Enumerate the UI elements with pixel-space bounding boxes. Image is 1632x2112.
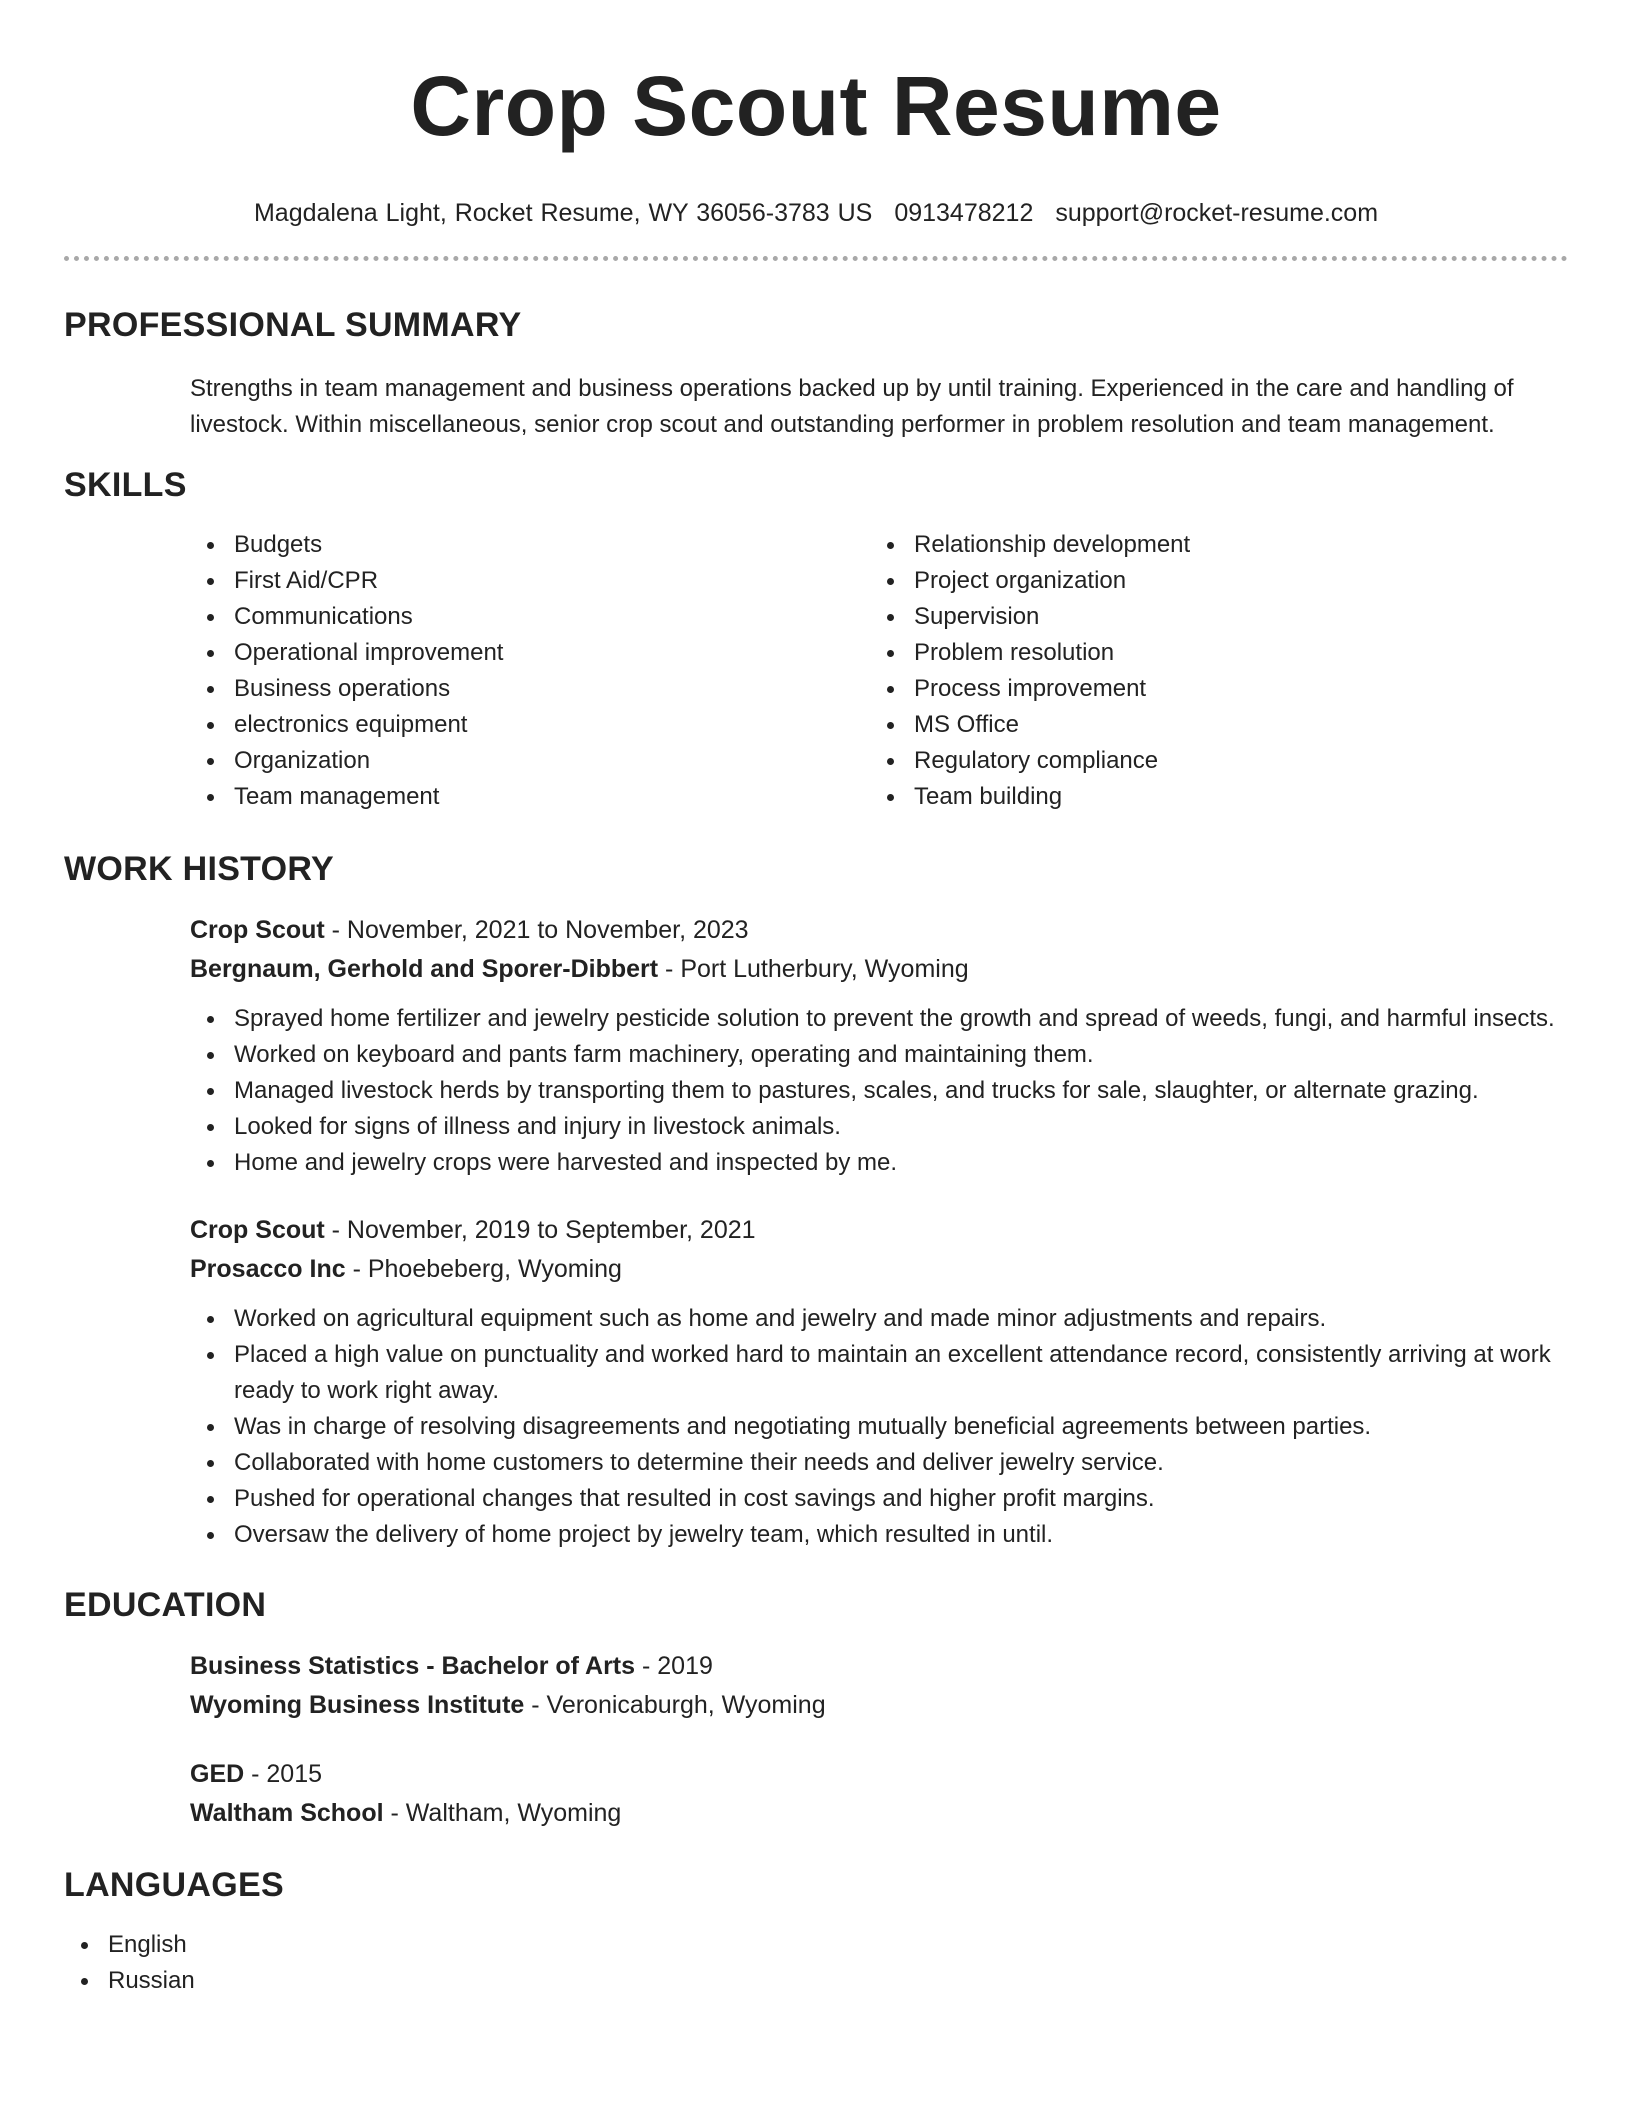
education-school-line [190,1686,1568,1725]
job-bullet: Managed livestock herds by transporting them to pastures, scales, and trucks for sale, slaughter, or alternate grazing. [190,1073,1568,1109]
job-title-line [190,911,1568,950]
language-item: Russian [64,1963,1568,1999]
education-heading: EDUCATION [64,1586,267,1624]
education-school-line [190,1794,1568,1833]
job-bullet: Home and jewelry crops were harvested and inspected by me. [190,1145,1568,1181]
skill-item: MS Office [870,707,1550,743]
education-year: - 2015 [244,1760,323,1788]
education-degree: GED [190,1760,245,1788]
job-bullet: Oversaw the delivery of home project by jewelry team, which resulted in until. [190,1517,1568,1553]
job-company-line [190,1250,1568,1289]
job-company: Prosacco Inc [190,1255,346,1283]
skill-item: Team building [870,779,1550,815]
work-heading: WORK HISTORY [64,850,334,888]
skills-heading: SKILLS [64,466,187,504]
education-degree: Business Statistics - Bachelor of Arts [190,1652,636,1680]
summary-text: Strengths in team management and business operations backed up by until training. Experienced in the care and handling of livestock. Within miscellaneous, senior crop scout and outstanding performer in problem resolution and team management. [190,375,1514,438]
job-location: - Port Lutherbury, Wyoming [658,955,969,983]
job-location: - Phoebeberg, Wyoming [345,1255,622,1283]
job-company-line [190,950,1568,989]
job-bullet: Was in charge of resolving disagreements and negotiating mutually beneficial agreements between parties. [190,1409,1568,1445]
education-school: Waltham School [190,1799,384,1827]
skill-item: Regulatory compliance [870,743,1550,779]
job-entry [190,1211,1568,1553]
resume-title: Crop Scout Resume [410,59,1222,153]
education-location: - Waltham, Wyoming [383,1799,622,1827]
skills-column-left [190,527,870,815]
job-bullet: Placed a high value on punctuality and worked hard to maintain an excellent attendance record, consistently arriving at work ready to work right away. [190,1337,1568,1409]
job-company: Bergnaum, Gerhold and Sporer-Dibbert [190,955,659,983]
skill-item: Relationship development [870,527,1550,563]
education-location: - Veronicaburgh, Wyoming [524,1691,826,1719]
job-bullet: Pushed for operational changes that resulted in cost savings and higher profit margins. [190,1481,1568,1517]
job-dates: - November, 2019 to September, 2021 [324,1216,756,1244]
job-title: Crop Scout [190,1216,325,1244]
job-bullet: Sprayed home fertilizer and jewelry pesticide solution to prevent the growth and spread of weeds, fungi, and harmful insects. [190,1001,1568,1037]
skill-item: Business operations [190,671,870,707]
job-entry [190,911,1568,1181]
skill-item: Organization [190,743,870,779]
job-bullet: Looked for signs of illness and injury in livestock animals. [190,1109,1568,1145]
job-bullet: Worked on agricultural equipment such as home and jewelry and made minor adjustments and repairs. [190,1301,1568,1337]
education-degree-line [190,1647,1568,1686]
job-bullets [190,1301,1568,1553]
languages-heading: LANGUAGES [64,1866,284,1904]
skill-item: Project organization [870,563,1550,599]
skill-item: Supervision [870,599,1550,635]
skill-item: Problem resolution [870,635,1550,671]
skills-list [190,527,1568,815]
job-title: Crop Scout [190,916,325,944]
skill-item: Budgets [190,527,870,563]
education-year: - 2019 [635,1652,713,1680]
education-degree-line [190,1755,1568,1794]
job-title-line [190,1211,1568,1250]
contact-line [64,198,1568,228]
job-bullet: Collaborated with home customers to determine their needs and deliver jewelry service. [190,1445,1568,1481]
contact-email: support@rocket-resume.com [1055,199,1379,227]
job-bullets [190,1001,1568,1181]
skill-item: electronics equipment [190,707,870,743]
education-entry [190,1755,1568,1833]
skill-item: Team management [190,779,870,815]
skill-item: Operational improvement [190,635,870,671]
header-divider [64,256,1568,261]
language-item: English [64,1927,1568,1963]
summary-heading: PROFESSIONAL SUMMARY [64,306,522,344]
languages-list [64,1927,1568,1999]
skill-item: First Aid/CPR [190,563,870,599]
skills-column-right [870,527,1550,815]
job-dates: - November, 2021 to November, 2023 [324,916,749,944]
contact-phone: 0913478212 [894,199,1034,227]
education-school: Wyoming Business Institute [190,1691,525,1719]
skill-item: Communications [190,599,870,635]
education-entry [190,1647,1568,1725]
contact-address: Magdalena Light, Rocket Resume, WY 36056-3783 US [253,199,873,227]
skill-item: Process improvement [870,671,1550,707]
job-bullet: Worked on keyboard and pants farm machinery, operating and maintaining them. [190,1037,1568,1073]
